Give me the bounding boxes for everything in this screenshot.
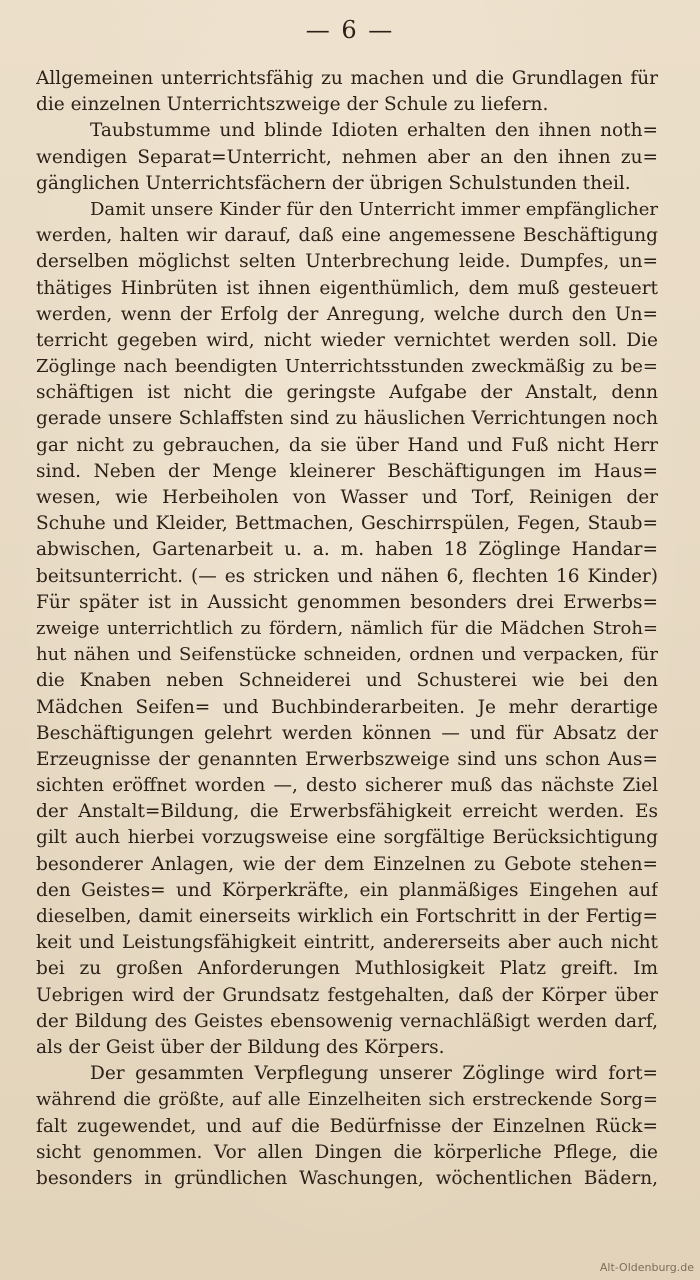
text-line: sind. Neben der Menge kleinerer Beschäftigungen im Haus=	[36, 460, 658, 482]
text-line: der Anstalt=Bildung, die Erwerbsfähigkeit erreicht werden. Es	[36, 801, 658, 823]
text-line: die einzelnen Unterrichtszweige der Schule zu liefern.	[36, 94, 549, 116]
text-line: der Bildung des Geistes ebensowenig vernachläßigt werden darf,	[36, 1010, 658, 1032]
text-line: schäftigen ist nicht die geringste Aufgabe der Anstalt, denn	[36, 382, 658, 404]
text-line: falt zugewendet, und auf die Bedürfnisse der Einzelnen Rück=	[36, 1115, 658, 1137]
text-line: Uebrigen wird der Grundsatz festgehalten, daß der Körper über	[36, 984, 658, 1006]
text-line: terricht gegeben wird, nicht wieder vernichtet werden soll. Die	[36, 329, 658, 351]
text-line: den Geistes= und Körperkräfte, ein planmäßiges Eingehen auf	[36, 879, 658, 901]
text-line: während die größte, auf alle Einzelheiten sich erstreckende Sorg=	[36, 1089, 658, 1111]
text-line: wesen, wie Herbeiholen von Wasser und Torf, Reinigen der	[36, 487, 658, 508]
text-line: dieselben, damit einerseits wirklich ein Fortschritt in der Fertig=	[36, 906, 658, 927]
text-line: Schuhe und Kleider, Bettmachen, Geschirrspülen, Fegen, Staub=	[36, 513, 658, 535]
text-line: Allgemeinen unterrichtsfähig zu machen und die Grundlagen für	[36, 68, 658, 89]
text-line: Für später ist in Aussicht genommen besonders drei Erwerbs=	[36, 591, 658, 613]
text-line: Zöglinge nach beendigten Unterrichtsstunden zweckmäßig zu be=	[36, 356, 658, 378]
text-line: bei zu großen Anforderungen Muthlosigkeit Platz greift. Im	[36, 958, 658, 980]
text-line: die Knaben neben Schneiderei und Schusterei wie bei den	[36, 670, 658, 692]
text-line: gänglichen Unterrichtsfächern der übrigen Schulstunden theil.	[36, 172, 631, 194]
body-text	[36, 66, 658, 1192]
text-line: Damit unsere Kinder für den Unterricht immer empfänglicher	[90, 198, 658, 220]
text-line: keit und Leistungsfähigkeit eintritt, andererseits aber auch nicht	[36, 932, 658, 954]
text-line: abwischen, Gartenarbeit u. a. m. haben 18 Zöglinge Handar=	[36, 539, 658, 561]
text-line: werden, wenn der Erfolg der Anregung, welche durch den Un=	[36, 303, 658, 325]
text-line: derselben möglichst selten Unterbrechung leide. Dumpfes, un=	[36, 251, 658, 273]
text-line: gar nicht zu gebrauchen, da sie über Hand und Fuß nicht Herr	[36, 434, 658, 456]
text-line: Beschäftigungen gelehrt werden können — und für Absatz der	[36, 722, 658, 744]
text-line: Der gesammten Verpflegung unserer Zöglinge wird fort=	[90, 1063, 658, 1085]
text-line: hut nähen und Seifenstücke schneiden, ordnen und verpacken, für	[36, 644, 658, 666]
text-line: Taubstumme und blinde Idioten erhalten den ihnen noth=	[90, 120, 658, 142]
text-line: besonderer Anlagen, wie der dem Einzelnen zu Gebote stehen=	[36, 853, 658, 875]
text-line: wendigen Separat=Unterricht, nehmen aber an den ihnen zu=	[36, 146, 658, 168]
text-line: thätiges Hinbrüten ist ihnen eigenthümlich, dem muß gesteuert	[36, 277, 658, 299]
text-line: sichten eröffnet worden —, desto sicherer muß das nächste Ziel	[36, 775, 658, 797]
text-line: Mädchen Seifen= und Buchbinderarbeiten. Je mehr derartige	[36, 696, 658, 718]
text-line: Erzeugnisse der genannten Erwerbszweige sind uns schon Aus=	[36, 748, 658, 770]
text-line: als der Geist über der Bildung des Körpers.	[36, 1036, 445, 1058]
page-number: — 6 —	[305, 16, 395, 44]
text-line: werden, halten wir darauf, daß eine angemessene Beschäftigung	[36, 225, 658, 247]
text-line: beitsunterricht. (— es stricken und nähen 6, flechten 16 Kinder)	[36, 565, 658, 587]
text-line: sicht genommen. Vor allen Dingen die körperliche Pflege, die	[36, 1141, 658, 1163]
text-line: besonders in gründlichen Waschungen, wöchentlichen Bädern,	[36, 1167, 658, 1189]
text-line: gilt auch hierbei vorzugsweise eine sorgfältige Berücksichtigung	[36, 827, 658, 849]
watermark: Alt-Oldenburg.de	[599, 1261, 694, 1274]
text-line: gerade unsere Schlaffsten sind zu häuslichen Verrichtungen noch	[36, 408, 658, 430]
text-line: zweige unterrichtlich zu fördern, nämlich für die Mädchen Stroh=	[36, 617, 658, 639]
